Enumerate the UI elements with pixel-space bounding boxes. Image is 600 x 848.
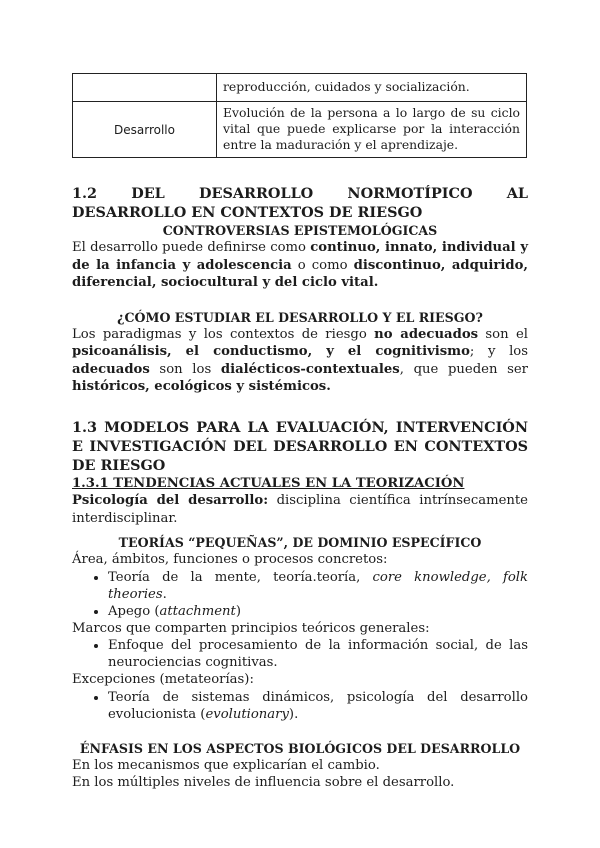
list-item: • Teoría de la mente, teoría.teoría, core knowledge, folk theories. — [108, 569, 528, 603]
term-cell: Desarrollo — [73, 102, 217, 158]
bullet-list — [72, 637, 528, 671]
paragraph: Excepciones (metateorías): — [72, 672, 254, 687]
definition-cell: Evolución de la persona a lo largo de su ciclo vital que puede explicarse por la interacción entre la maduración y el aprendizaje. — [217, 102, 527, 158]
subsection-heading: 1.3.1 TENDENCIAS ACTUALES EN LA TEORIZACIÓN — [72, 476, 465, 491]
subheading: TEORÍAS “PEQUEÑAS”, DE DOMINIO ESPECÍFICO — [118, 535, 482, 550]
paragraph: Los paradigmas y los contextos de riesgo no adecuados son el psicoanálisis, el conductismo, y el cognitivismo; y los adecuados son los dialécticos-contextuales, que pueden ser históricos, ecológicos y sistémicos. — [72, 326, 528, 394]
paragraph: En los mecanismos que explicarían el cambio. — [72, 757, 380, 773]
section-1-3 — [72, 418, 528, 792]
term-cell — [73, 74, 217, 102]
subheading: CONTROVERSIAS EPISTEMOLÓGICAS — [162, 223, 438, 238]
paragraph: Marcos que comparten principios teóricos generales: — [72, 620, 430, 636]
list-item: • Enfoque del procesamiento de la información social, de las neurociencias cognitivas. — [108, 637, 528, 671]
subheading: ÉNFASIS EN LOS ASPECTOS BIOLÓGICOS DEL DESARROLLO — [79, 740, 521, 756]
paragraph: En los múltiples niveles de influencia sobre el desarrollo. — [72, 775, 455, 790]
paragraph: Área, ámbitos, funciones o procesos concretos: — [72, 552, 388, 567]
list-item: • Apego (attachment) — [108, 603, 528, 620]
section-1-2 — [72, 184, 528, 396]
table-row — [73, 74, 527, 102]
paragraph: El desarrollo puede definirse como continuo, innato, individual y de la infancia y adolescencia o como discontinuo, adquirido, diferencial, sociocultural y del ciclo vital. — [72, 240, 528, 290]
definitions-table — [72, 73, 527, 158]
definition-cell: reproducción, cuidados y socialización. — [217, 74, 527, 102]
bullet-list — [72, 569, 528, 620]
section-heading: 1.3 MODELOS PARA LA EVALUACIÓN, INTERVENCIÓN E INVESTIGACIÓN DEL DESARROLLO EN CONTEXTOS DE RIESGO — [72, 419, 528, 474]
subheading: ¿CÓMO ESTUDIAR EL DESARROLLO Y EL RIESGO? — [117, 309, 483, 325]
paragraph: Psicología del desarrollo: disciplina científica intrínsecamente interdisciplinar. — [72, 493, 528, 526]
section-heading: 1.2 DEL DESARROLLO NORMOTÍPICO AL DESARROLLO EN CONTEXTOS DE RIESGO — [72, 185, 528, 221]
list-item: • Teoría de sistemas dinámicos, psicología del desarrollo evolucionista (evolutionary). — [108, 689, 528, 723]
bullet-list — [72, 689, 528, 723]
table-row — [73, 102, 527, 158]
